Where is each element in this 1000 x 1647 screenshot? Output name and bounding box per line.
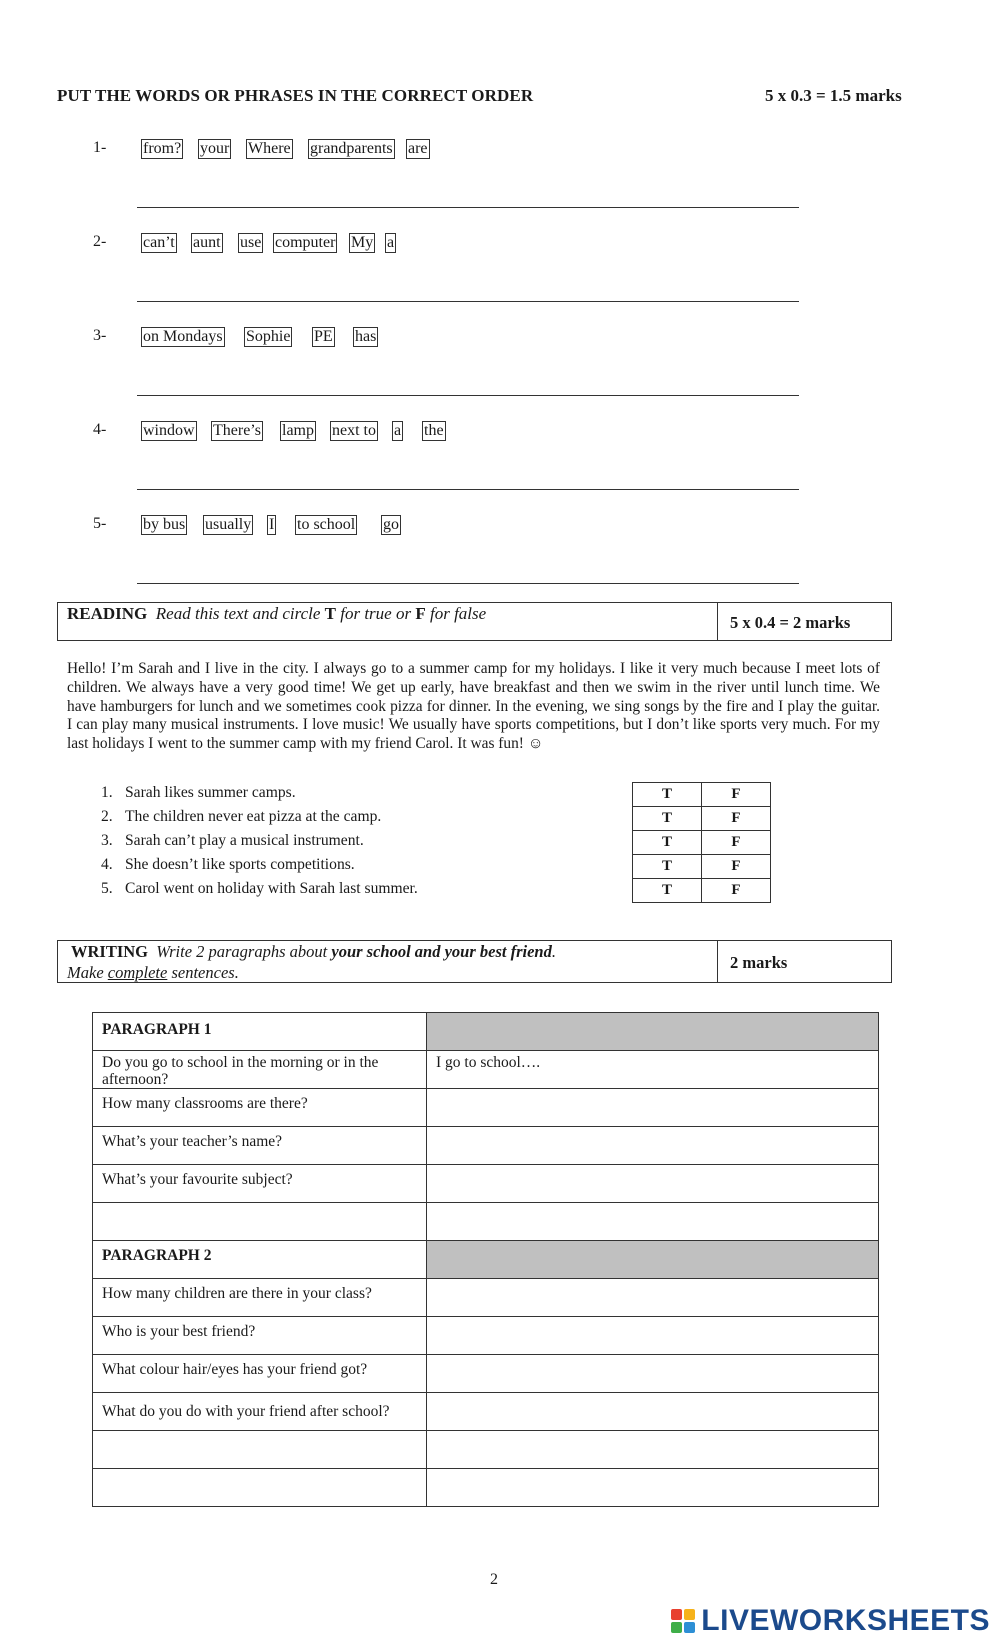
shaded-cell bbox=[427, 1241, 879, 1279]
table-row bbox=[93, 1089, 879, 1127]
answer-cell[interactable] bbox=[427, 1431, 879, 1469]
question-cell bbox=[93, 1203, 427, 1241]
paragraph-2-heading: PARAGRAPH 2 bbox=[93, 1241, 427, 1279]
false-option[interactable]: F bbox=[702, 855, 771, 879]
statement-number: 1. bbox=[101, 784, 113, 801]
tf-row bbox=[633, 783, 771, 807]
question-number: 4- bbox=[93, 421, 107, 438]
question-cell: Do you go to school in the morning or in the afternoon? bbox=[93, 1051, 427, 1089]
shaded-cell bbox=[427, 1013, 879, 1051]
reading-instruction-text: for true or bbox=[336, 604, 416, 623]
reading-false-letter: F bbox=[415, 604, 426, 623]
word-tile[interactable]: aunt bbox=[193, 234, 221, 251]
logo-square bbox=[671, 1622, 682, 1633]
table-row bbox=[93, 1431, 879, 1469]
statement-text: Sarah can’t play a musical instrument. bbox=[125, 832, 364, 849]
word-tile[interactable]: usually bbox=[205, 516, 252, 533]
logo-square bbox=[684, 1609, 695, 1620]
writing-instruction-text: Write 2 paragraphs about bbox=[156, 942, 332, 961]
liveworksheets-logo bbox=[671, 1604, 990, 1638]
order-section-marks: 5 x 0.3 = 1.5 marks bbox=[765, 86, 902, 105]
statement-text: Carol went on holiday with Sarah last summer. bbox=[125, 880, 418, 897]
statement-number: 4. bbox=[101, 856, 113, 873]
false-option[interactable]: F bbox=[702, 783, 771, 807]
writing-marks: 2 marks bbox=[730, 953, 788, 972]
word-tile[interactable]: the bbox=[424, 422, 444, 439]
table-row bbox=[93, 1051, 879, 1089]
word-tile[interactable]: can’t bbox=[143, 234, 175, 251]
page-number: 2 bbox=[490, 1571, 498, 1588]
word-tile[interactable]: use bbox=[240, 234, 262, 251]
answer-line[interactable] bbox=[137, 489, 799, 490]
word-tile[interactable]: I bbox=[269, 516, 275, 533]
reading-true-letter: T bbox=[324, 604, 336, 623]
answer-cell[interactable] bbox=[427, 1279, 879, 1317]
table-row bbox=[93, 1469, 879, 1507]
question-number: 3- bbox=[93, 327, 107, 344]
reading-header-box bbox=[57, 602, 718, 641]
answer-cell[interactable] bbox=[427, 1089, 879, 1127]
order-section-title: PUT THE WORDS OR PHRASES IN THE CORRECT ORDER bbox=[57, 86, 534, 105]
tf-row bbox=[633, 879, 771, 903]
false-option[interactable]: F bbox=[702, 831, 771, 855]
question-number: 1- bbox=[93, 139, 107, 156]
writing-instruction-line2 bbox=[67, 963, 239, 983]
question-number: 2- bbox=[93, 233, 107, 250]
question-cell: What’s your teacher’s name? bbox=[93, 1127, 427, 1165]
paragraph-heading-row bbox=[93, 1013, 879, 1051]
answer-cell[interactable]: I go to school…. bbox=[427, 1051, 879, 1089]
writing-marks-box bbox=[717, 940, 892, 983]
answer-cell[interactable] bbox=[427, 1355, 879, 1393]
word-tile[interactable]: computer bbox=[275, 234, 336, 251]
reading-instruction-text: for false bbox=[425, 604, 487, 623]
question-cell: Who is your best friend? bbox=[93, 1317, 427, 1355]
table-row bbox=[93, 1317, 879, 1355]
true-option[interactable]: T bbox=[633, 855, 702, 879]
tf-row bbox=[633, 807, 771, 831]
tf-row bbox=[633, 831, 771, 855]
writing-instruction-underlined: complete bbox=[107, 963, 168, 982]
false-option[interactable]: F bbox=[702, 807, 771, 831]
word-tile[interactable]: a bbox=[394, 422, 402, 439]
word-tile[interactable]: go bbox=[383, 516, 399, 533]
statement-number: 3. bbox=[101, 832, 113, 849]
statement-text: She doesn’t like sports competitions. bbox=[125, 856, 355, 873]
question-number: 5- bbox=[93, 515, 107, 532]
reading-passage: Hello! I’m Sarah and I live in the city. I always go to a summer camp for my holidays. I like it very much because I meet lots of children. We always have a very good time! We get up early, have breakfast and then we swim in the river until lunch time. We have hamburgers for lunch and we sometimes cook pizza for dinner. In the evening, we sing songs by the fire and I play the guitar. I can play many musical instruments. I love music! We usually have sports competitions, but I don’t like sports very much. For my last holidays I went to the summer camp with my friend Carol. It was fun! ☺ bbox=[67, 660, 880, 753]
paragraph-1-heading: PARAGRAPH 1 bbox=[93, 1013, 427, 1051]
question-cell: What do you do with your friend after school? bbox=[93, 1393, 427, 1431]
tf-row bbox=[633, 855, 771, 879]
reading-instruction bbox=[67, 604, 486, 624]
statement-text: Sarah likes summer camps. bbox=[125, 784, 296, 801]
answer-cell[interactable] bbox=[427, 1469, 879, 1507]
logo-square bbox=[684, 1622, 695, 1633]
true-option[interactable]: T bbox=[633, 831, 702, 855]
true-option[interactable]: T bbox=[633, 879, 702, 903]
word-tile[interactable]: are bbox=[408, 140, 428, 157]
word-tile[interactable]: lamp bbox=[282, 422, 314, 439]
true-option[interactable]: T bbox=[633, 807, 702, 831]
word-tile[interactable]: by bus bbox=[143, 516, 186, 533]
reading-instruction-text: Read this text and circle bbox=[155, 604, 325, 623]
word-tile[interactable]: window bbox=[143, 422, 195, 439]
word-tile[interactable]: Where bbox=[248, 140, 291, 157]
question-cell bbox=[93, 1431, 427, 1469]
writing-instruction-text: Make bbox=[67, 963, 108, 982]
writing-instruction-text: . bbox=[551, 942, 556, 961]
word-tile[interactable]: your bbox=[200, 140, 230, 157]
table-row bbox=[93, 1393, 879, 1431]
statement-item bbox=[101, 805, 621, 829]
answer-cell[interactable] bbox=[427, 1393, 879, 1431]
word-tile[interactable]: has bbox=[355, 328, 377, 345]
statement-number: 2. bbox=[101, 808, 113, 825]
table-row bbox=[93, 1203, 879, 1241]
answer-line[interactable] bbox=[137, 395, 799, 396]
writing-instruction bbox=[71, 942, 556, 962]
table-row bbox=[93, 1165, 879, 1203]
question-cell: What’s your favourite subject? bbox=[93, 1165, 427, 1203]
word-tile[interactable]: next to bbox=[332, 422, 376, 439]
word-tile[interactable]: grandparents bbox=[310, 140, 393, 157]
statement-item bbox=[101, 877, 621, 901]
table-row bbox=[93, 1355, 879, 1393]
word-tile[interactable]: There’s bbox=[213, 422, 261, 439]
word-tile[interactable]: Sophie bbox=[246, 328, 291, 345]
reading-marks-box bbox=[717, 602, 892, 641]
writing-label: WRITING bbox=[71, 942, 149, 961]
answer-cell[interactable] bbox=[427, 1127, 879, 1165]
writing-instruction-text: sentences. bbox=[167, 963, 239, 982]
word-tile[interactable]: from? bbox=[143, 140, 182, 157]
logo-square bbox=[671, 1609, 682, 1620]
table-row bbox=[93, 1127, 879, 1165]
statement-item bbox=[101, 853, 621, 877]
question-cell: How many children are there in your class? bbox=[93, 1279, 427, 1317]
question-cell bbox=[93, 1469, 427, 1507]
word-tile[interactable]: a bbox=[387, 234, 395, 251]
statement-number: 5. bbox=[101, 880, 113, 897]
word-tile[interactable]: on Mondays bbox=[143, 328, 223, 345]
false-option[interactable]: F bbox=[702, 879, 771, 903]
statement-item bbox=[101, 781, 621, 805]
answer-line[interactable] bbox=[137, 583, 799, 584]
question-cell: What colour hair/eyes has your friend got? bbox=[93, 1355, 427, 1393]
reading-marks: 5 x 0.4 = 2 marks bbox=[730, 613, 851, 632]
liveworksheets-logo-icon bbox=[671, 1609, 695, 1633]
answer-line[interactable] bbox=[137, 301, 799, 302]
paragraph-heading-row bbox=[93, 1241, 879, 1279]
writing-instruction-bold: your school and your best friend bbox=[331, 942, 552, 961]
statement-item bbox=[101, 829, 621, 853]
word-tile[interactable]: PE bbox=[314, 328, 333, 345]
word-tile[interactable]: to school bbox=[297, 516, 356, 533]
liveworksheets-wordmark: LIVEWORKSHEETS bbox=[701, 1604, 990, 1637]
true-false-table bbox=[632, 782, 771, 903]
word-tile[interactable]: My bbox=[351, 234, 374, 251]
answer-cell[interactable] bbox=[427, 1165, 879, 1203]
writing-header-box bbox=[57, 940, 718, 983]
table-row bbox=[93, 1279, 879, 1317]
statement-list bbox=[101, 781, 621, 901]
paragraph-table bbox=[92, 1012, 879, 1507]
answer-line[interactable] bbox=[137, 207, 799, 208]
answer-cell[interactable] bbox=[427, 1203, 879, 1241]
true-option[interactable]: T bbox=[633, 783, 702, 807]
reading-label: READING bbox=[67, 604, 148, 623]
answer-cell[interactable] bbox=[427, 1317, 879, 1355]
question-cell: How many classrooms are there? bbox=[93, 1089, 427, 1127]
statement-text: The children never eat pizza at the camp. bbox=[125, 808, 382, 825]
